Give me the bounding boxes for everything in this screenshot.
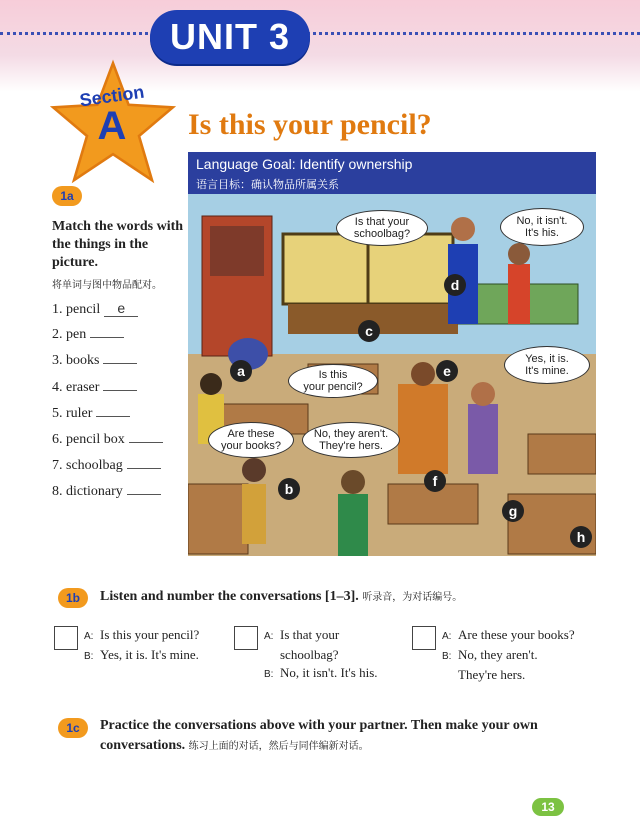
- match-word: 3. books: [52, 353, 100, 368]
- conversation: [84, 626, 199, 666]
- dialogue-line: Is that your: [280, 627, 340, 642]
- instruction-1a: Match the words with the things in the picture.: [52, 219, 184, 270]
- match-item: [52, 380, 137, 396]
- conversation: [442, 626, 575, 684]
- dialogue-line: Yes, it is. It's mine.: [100, 647, 199, 662]
- match-word: 8. dictionary: [52, 484, 123, 499]
- speaker: B:: [264, 669, 274, 680]
- dialogue-line: No, they aren't.: [458, 647, 538, 662]
- language-goal-bar: [188, 152, 596, 194]
- page-number: 13: [532, 798, 564, 816]
- speaker: A:: [84, 631, 94, 642]
- answer-blank[interactable]: [96, 416, 130, 417]
- match-word: 2. pen: [52, 327, 87, 342]
- match-word: 7. schoolbag: [52, 458, 123, 473]
- dotted-line: [0, 32, 640, 35]
- badge-1b: 1b: [58, 588, 88, 608]
- speech-bubble: [302, 422, 400, 458]
- match-item: [52, 432, 163, 448]
- conversation: [264, 626, 378, 684]
- dialogue-line: They're hers.: [458, 667, 526, 682]
- bubble-line: No, they aren't.: [313, 428, 389, 440]
- answer-blank[interactable]: [103, 390, 137, 391]
- speaker: A:: [264, 631, 274, 642]
- dialogue-line: Is this your pencil?: [100, 627, 200, 642]
- match-item: [52, 458, 161, 474]
- unit-heading: UNIT 3: [150, 10, 310, 64]
- instruction-1b-chinese: 听录音，为对话编号。: [362, 592, 463, 603]
- speech-bubble: [504, 346, 590, 384]
- picture-label: a: [230, 360, 252, 382]
- classroom-illustration: [188, 194, 596, 556]
- speaker: [264, 646, 280, 664]
- instruction-1b-text: Listen and number the conversations [1–3].: [100, 589, 359, 604]
- answer-blank[interactable]: e: [104, 300, 138, 317]
- match-word: 6. pencil box: [52, 432, 125, 447]
- bubble-line: Is that your: [354, 216, 410, 228]
- speaker: B:: [84, 651, 94, 662]
- page-title: Is this your pencil?: [188, 108, 432, 141]
- match-item: [52, 353, 137, 369]
- answer-blank[interactable]: [129, 442, 163, 443]
- match-word: 5. ruler: [52, 406, 93, 421]
- match-item: [52, 300, 138, 318]
- dialogue-line: schoolbag?: [280, 647, 339, 662]
- speech-bubble: [288, 364, 378, 398]
- number-box[interactable]: [412, 626, 436, 650]
- picture-label: g: [502, 500, 524, 522]
- match-word: 4. eraser: [52, 380, 100, 395]
- badge-1a: 1a: [52, 186, 82, 206]
- goal-chinese: 语言目标：确认物品所属关系: [196, 179, 339, 191]
- instruction-1c: [100, 716, 600, 757]
- speech-bubble: [336, 210, 428, 246]
- match-item: [52, 327, 124, 343]
- bubble-line: your pencil?: [303, 381, 363, 393]
- instruction-1c-chinese: 练习上面的对话，然后与同伴编新对话。: [188, 741, 369, 752]
- goal-english: Language Goal: Identify ownership: [196, 156, 413, 172]
- bubble-line: It's mine.: [525, 365, 569, 377]
- dialogue-line: Are these your books?: [458, 627, 575, 642]
- speaker: [442, 666, 458, 684]
- answer-blank[interactable]: [103, 363, 137, 364]
- picture-label: e: [436, 360, 458, 382]
- match-item: [52, 484, 161, 500]
- bubble-line: They're hers.: [319, 440, 383, 452]
- number-box[interactable]: [234, 626, 258, 650]
- picture-label: d: [444, 274, 466, 296]
- bubble-line: your books?: [221, 440, 281, 452]
- bubble-line: Are these: [227, 428, 275, 440]
- picture-label: h: [570, 526, 592, 548]
- speech-bubble: [500, 208, 584, 246]
- number-box[interactable]: [54, 626, 78, 650]
- speaker: B:: [442, 651, 452, 662]
- bubble-line: No, it isn't.: [516, 215, 568, 227]
- answer-blank[interactable]: [90, 337, 124, 338]
- picture-label: b: [278, 478, 300, 500]
- bubble-line: It's his.: [525, 227, 559, 239]
- badge-1c: 1c: [58, 718, 88, 738]
- instruction-1c-text: Practice the conversations above with your partner. Then make your own conversations.: [100, 718, 538, 753]
- speech-bubble: [208, 422, 294, 458]
- speaker: A:: [442, 631, 452, 642]
- section-label: Section: [78, 81, 146, 111]
- picture-label: c: [358, 320, 380, 342]
- instruction-1a-chinese: 将单词与图中物品配对。: [52, 280, 162, 291]
- match-word: 1. pencil: [52, 302, 101, 317]
- bubble-line: Is this: [318, 369, 348, 381]
- match-item: [52, 406, 130, 422]
- answer-blank[interactable]: [127, 468, 161, 469]
- instruction-1b: [100, 588, 462, 605]
- section-letter: A: [97, 104, 127, 148]
- bubble-line: schoolbag?: [353, 228, 411, 240]
- picture-label: f: [424, 470, 446, 492]
- bubble-line: Yes, it is.: [525, 353, 569, 365]
- answer-blank[interactable]: [127, 494, 161, 495]
- dialogue-line: No, it isn't. It's his.: [280, 665, 378, 680]
